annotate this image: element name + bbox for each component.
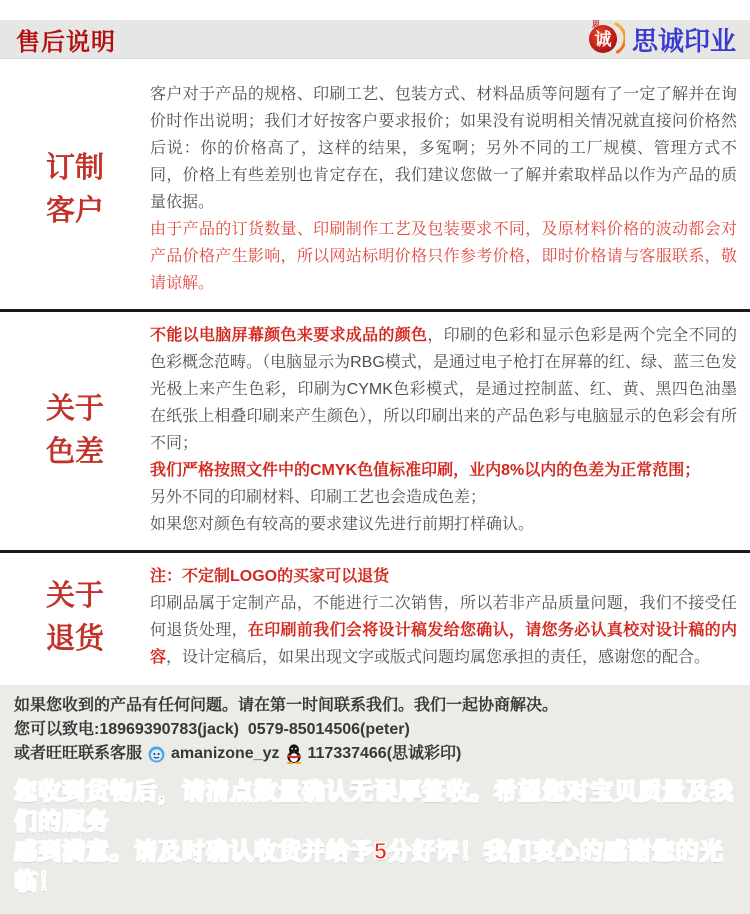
section-color-difference — [0, 309, 750, 550]
wangwang-id: amanizone_yz — [171, 745, 280, 762]
footer — [0, 685, 750, 914]
text-run: 不能以电脑屏幕颜色来要求成品的颜色 — [150, 327, 428, 344]
text-run: 另外不同的印刷材料、印刷工艺也会造成色差； — [150, 489, 487, 506]
top-strip — [0, 0, 750, 20]
paragraph — [150, 322, 737, 457]
section-label-line: 关于 — [45, 579, 104, 612]
sections — [0, 71, 750, 683]
text-run: 由于产品的订货数量、印刷制作工艺及包装要求不同，及原材料价格的波动都会对产品价格产生影响，所以网站标明价格只作参考价格，即时价格请与客服联系，敬请谅解。 — [150, 221, 737, 292]
section-label — [0, 78, 150, 302]
section-label-line: 色差 — [45, 436, 104, 468]
paragraph — [150, 457, 737, 484]
banner-line-1: 您收到货物后，请清点数量确认无误厚签收。希望您对宝贝质量及我们的服务 — [14, 778, 734, 834]
brand — [587, 19, 736, 60]
section-body — [150, 78, 750, 302]
qq-penguin-icon — [286, 744, 302, 764]
header-bar — [0, 20, 750, 58]
text-run: 我们严格按照文件中的CMYK色值标准印刷，业内8%以内的色差为正常范围； — [150, 462, 701, 479]
promo-banner — [14, 766, 750, 898]
seal-main-char: 诚 — [594, 29, 612, 49]
paragraph — [150, 590, 737, 671]
text-run: 如果您对颜色有较高的要求建议先进行前期打样确认。 — [150, 516, 535, 533]
section-label-line: 客户 — [45, 195, 104, 227]
section-label-line: 关于 — [45, 392, 104, 425]
banner-line-2: 感到满意。请及时确认收货并给予5分好评！我们衷心的感谢您的光临！ — [14, 838, 724, 894]
text-run: 注：不定制LOGO的买家可以退货 — [150, 568, 390, 585]
section-body — [150, 319, 750, 543]
contact-line-phone: 您可以致电:18969390783(jack) 0579-85014506(peter) — [14, 721, 410, 738]
qq-id: 117337466(思诚彩印) — [307, 745, 462, 762]
section-custom-customers — [0, 71, 750, 309]
paragraph — [150, 216, 737, 297]
section-label-line: 退货 — [45, 623, 104, 655]
section-label — [0, 560, 150, 676]
section-label-line: 订制 — [45, 151, 104, 184]
section-label — [0, 319, 150, 543]
wangwang-icon — [148, 746, 165, 763]
contact-line-im — [14, 742, 750, 766]
text-run: 印刷品属于定制产品，不能进行二次销售，所以若非产品质量问题，我们不接受任何退货处理， — [150, 595, 737, 639]
seal-small-char: 思 — [591, 19, 600, 29]
page-title: 售后说明 — [16, 28, 116, 56]
seal-logo-icon — [587, 19, 625, 60]
brand-name: 思诚印业 — [631, 25, 736, 56]
text-run: 在印刷前我们会将设计稿发给您确认，请您务必认真校对设计稿的内容 — [150, 622, 737, 666]
contact-im-prefix: 或者旺旺联系客服 — [14, 745, 143, 762]
paragraph — [150, 484, 737, 511]
content — [0, 58, 750, 683]
text-run: 客户对于产品的规格、印刷工艺、包装方式、材料品质等问题有了一定了解并在询价时作出说明；我们才好按客户要求报价；如果没有说明相关情况就直接问价格然后说：你的价格高了，这样的结果，多冤啊；另外不同的工厂规模、管理方式不同，价格上有些差别也肯定存在，我们建议您做一了解并索取样品以作为产品的质量依据。 — [150, 86, 737, 211]
contact-line-problem: 如果您收到的产品有任何问题。请在第一时间联系我们。我们一起协商解决。 — [14, 697, 559, 714]
paragraph — [150, 81, 737, 216]
section-body — [150, 560, 750, 676]
paragraph — [150, 563, 737, 590]
text-run: ，印刷的色彩和显示色彩是两个完全不同的色彩概念范畴。（电脑显示为RBG模式，是通过电子枪打在屏幕的红、绿、蓝三色发光极上来产生色彩，印刷为CYMK色彩模式，是通过控制蓝、红、黄、黑四色油墨在纸张上相叠印刷来产生颜色），所以印刷出来的产品色彩与电脑显示的色彩会有所不同； — [150, 327, 737, 452]
section-returns — [0, 550, 750, 683]
paragraph — [150, 511, 737, 538]
text-run: ，设计定稿后，如果出现文字或版式问题均属您承担的责任，感谢您的配合。 — [166, 649, 711, 666]
